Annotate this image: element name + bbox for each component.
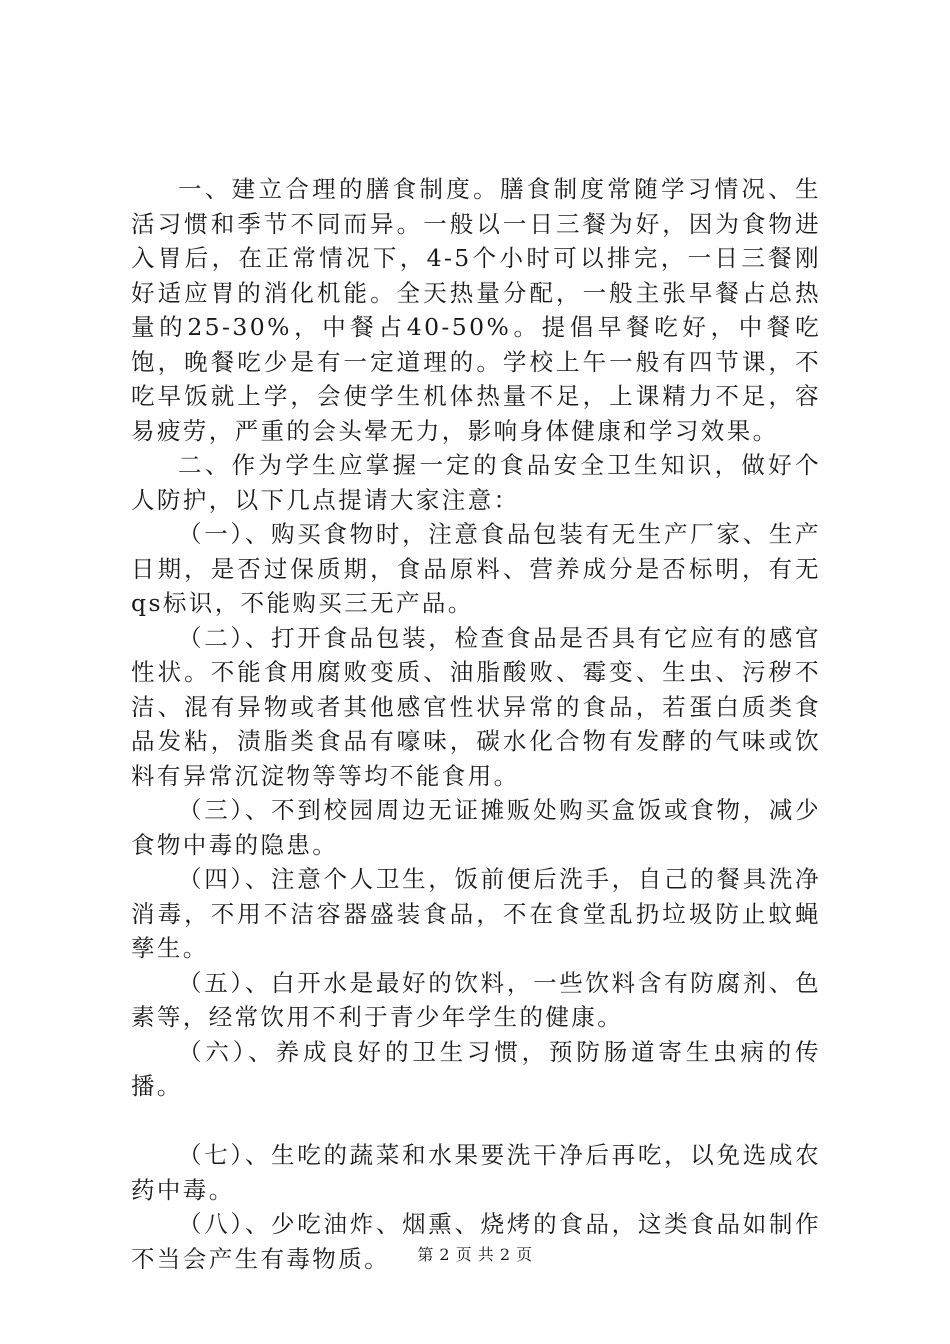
paragraph-meal-system: 一、建立合理的膳食制度。膳食制度常随学习情况、生活习惯和季节不同而异。一般以一日三餐为好，因为食物进入胃后，在正常情况下，4-5个小时可以排完，一日三餐刚好适应胃的消化机能。全天热量分配，一般主张早餐占总热量的25-30%，中餐占40-50%。提倡早餐吃好，中餐吃饱，晚餐吃少是有一定道理的。学校上午一般有四节课，不吃早饭就上学，会使学生机体热量不足，上课精力不足，容易疲劳，严重的会头晕无力，影响身体健康和学习效果。 [131, 175, 821, 445]
page-footer: 第 2 页 共 2 页 [417, 1245, 533, 1264]
document-body [131, 172, 821, 1276]
paragraph-point-2: （二）、打开食品包装，检查食品是否具有它应有的感官性状。不能食用腐败变质、油脂酸败、霉变、生虫、污秽不洁、混有异物或者其他感官性状异常的食品，若蛋白质类食品发粘，渍脂类食品有嚎味，碳水化合物有发酵的气味或饮料有异常沉淀物等等均不能食用。 [131, 623, 821, 790]
paragraph-point-7: （七）、生吃的蔬菜和水果要洗干净后再吃，以免选成农药中毒。 [131, 1141, 821, 1204]
paragraph-safety-knowledge: 二、作为学生应掌握一定的食品安全卫生知识，做好个人防护，以下几点提请大家注意： [131, 451, 821, 514]
paragraph-point-3: （三）、不到校园周边无证摊贩处购买盒饭或食物，减少食物中毒的隐患。 [131, 796, 821, 859]
paragraph-point-5: （五）、白开水是最好的饮料，一些饮料含有防腐剂、色素等，经常饮用不利于青少年学生的健康。 [131, 968, 821, 1031]
paragraph-point-4: （四）、注意个人卫生，饭前便后洗手，自己的餐具洗净消毒，不用不洁容器盛装食品，不在食堂乱扔垃圾防止蚊蝇孳生。 [131, 865, 821, 962]
paragraph-point-6: （六）、养成良好的卫生习惯，预防肠道寄生虫病的传播。 [131, 1037, 821, 1100]
paragraph-point-8: （八）、少吃油炸、烟熏、烧烤的食品，这类食品如制作不当会产生有毒物质。 [131, 1210, 821, 1273]
paragraph-point-1: （一）、购买食物时，注意食品包装有无生产厂家、生产日期，是否过保质期，食品原料、营养成分是否标明，有无qs标识，不能购买三无产品。 [131, 520, 821, 617]
